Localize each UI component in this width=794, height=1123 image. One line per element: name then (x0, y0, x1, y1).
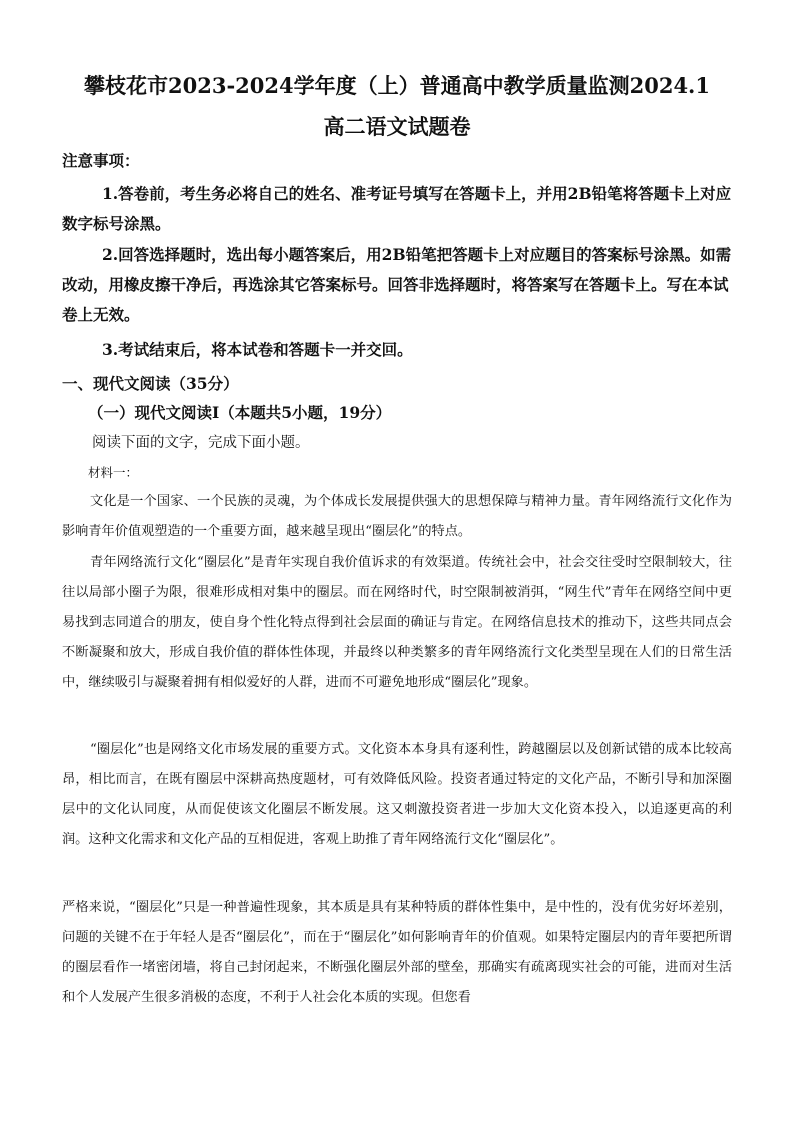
exam-title: 攀枝花市2023-2024学年度（上）普通高中教学质量监测2024.1 (84, 73, 710, 98)
section-subtitle: （一）现代文阅读Ⅰ（本题共5小题，19分） (88, 403, 392, 422)
notice-item: 1.答卷前，考生务必将自己的姓名、准考证号填写在答题卡上，并用2B铅笔将答题卡上对应数字标号涂黑。 (62, 184, 732, 233)
article-paragraph: 青年网络流行文化“圈层化”是青年实现自我价值诉求的有效渠道。传统社会中，社会交往受时空限制较大，往往以局部小圈子为限，很难形成相对集中的圈层。而在网络时代，时空限制被消弭，“网生代”青年在网络空间中更易找到志同道合的朋友，使自身个性化特点得到社会层面的确证与肯定。在网络信息技术的推动下，这些共同点会不断凝聚和放大，形成自我价值的群体性体现，并最终以种类繁多的青年网络流行文化类型呈现在人们的日常生活中，继续吸引与凝聚着拥有相似爱好的人群，进而不可避免地形成“圈层化”现象。 (62, 555, 732, 690)
notice-item: 3.考试结束后，将本试卷和答题卡一并交回。 (102, 340, 413, 359)
reading-instruction: 阅读下面的文字，完成下面小题。 (92, 435, 310, 451)
article-paragraph: “圈层化”也是网络文化市场发展的重要方式。文化资本本身具有逐利性，跨越圈层以及创新试错的成本比较高昂，相比而言，在既有圈层中深耕高热度题材，可有效降低风险。投资者通过特定的文化产品，不断引导和加深圈层中的文化认同度，从而促使该文化圈层不断发展。这又刺激投资者进一步加大文化资本投入，以追逐更高的利润。这种文化需求和文化产品的互相促进，客观上助推了青年网络流行文化“圈层化”。 (62, 742, 732, 847)
notice-heading: 注意事项： (62, 151, 140, 170)
material-label: 材料一： (88, 465, 139, 480)
article-paragraph: 文化是一个国家、一个民族的灵魂，为个体成长发展提供强大的思想保障与精神力量。青年网络流行文化作为影响青年价值观塑造的一个重要方面，越来越呈现出“圈层化”的特点。 (62, 494, 732, 539)
exam-subtitle: 高二语文试题卷 (323, 114, 471, 139)
section-title: 一、现代文阅读（35分） (62, 374, 239, 393)
notice-item: 2.回答选择题时，选出每小题答案后，用2B铅笔把答题卡上对应题目的答案标号涂黑。如需改动，用橡皮擦干净后，再选涂其它答案标号。回答非选择题时，将答案写在答题卡上。写在本试卷上无效。 (62, 245, 732, 324)
article-paragraph: 严格来说，“圈层化”只是一种普遍性现象，其本质是具有某种特质的群体性集中，是中性的，没有优劣好坏差别，问题的关键不在于年轻人是否“圈层化”，而在于“圈层化”如何影响青年的价值观。如果特定圈层内的青年要把所谓的圈层看作一堵密闭墙，将自己封闭起来，不断强化圈层外部的壁垒，那确实有疏离现实社会的可能，进而对生活和个人发展产生很多消极的态度，不利于人社会化本质的实现。但您看 (62, 900, 732, 1005)
